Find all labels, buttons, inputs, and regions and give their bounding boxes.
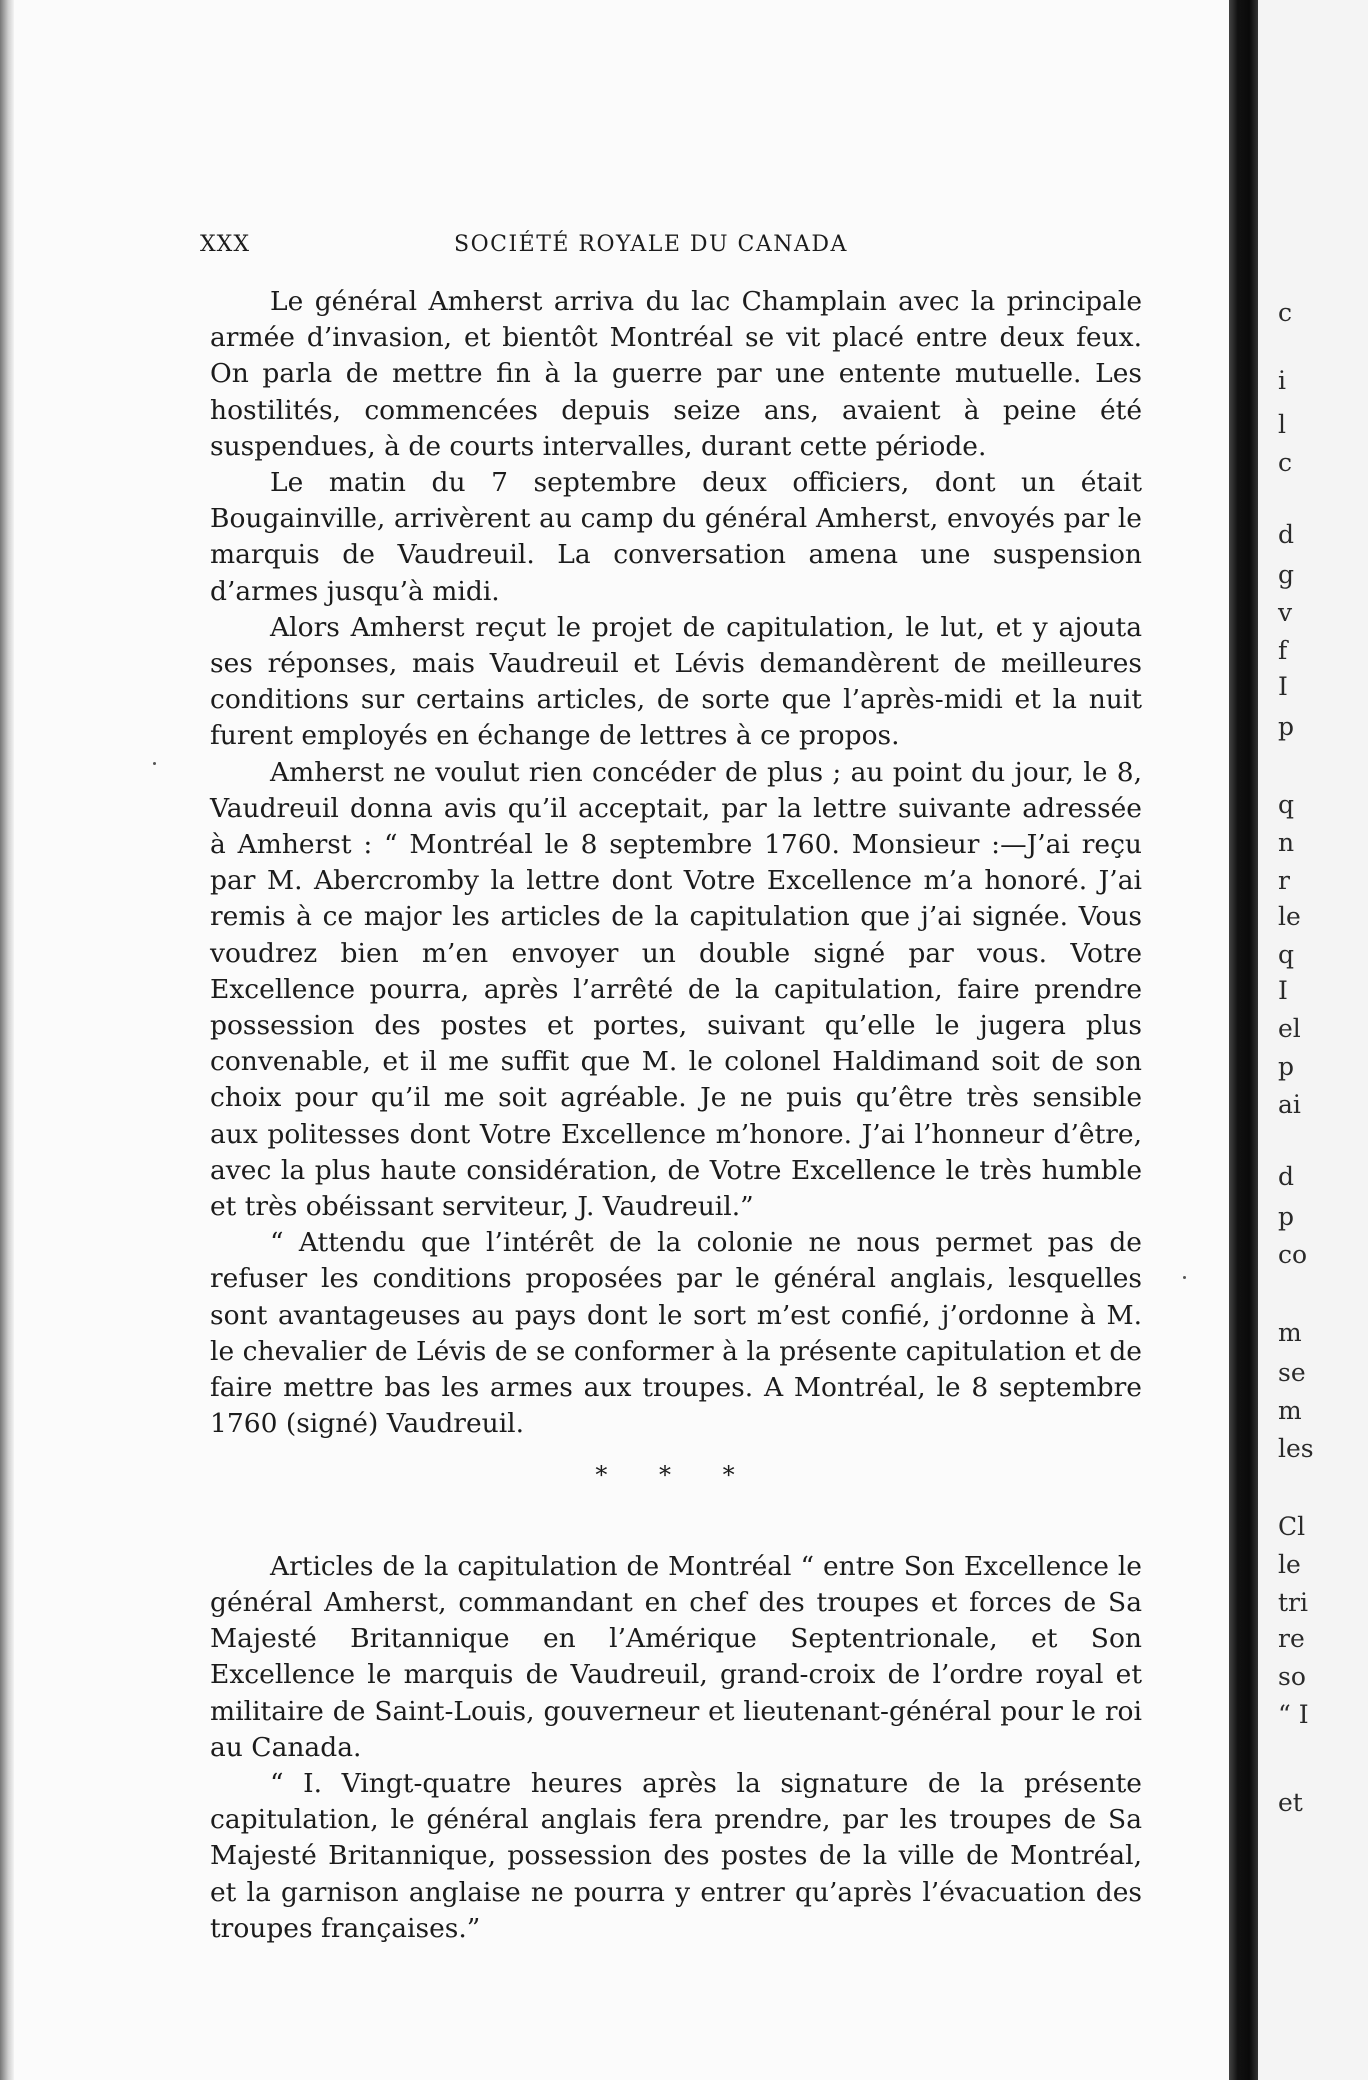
facing-fragment: ai: [1278, 1090, 1301, 1119]
margin-speck: [153, 762, 156, 765]
facing-fragment: d: [1278, 1162, 1295, 1191]
facing-fragment: g: [1278, 560, 1295, 589]
facing-fragment: so: [1278, 1662, 1306, 1691]
facing-fragment: i: [1278, 366, 1286, 395]
facing-fragment: d: [1278, 520, 1295, 549]
body-text: [210, 284, 1142, 1947]
facing-fragment: r: [1278, 866, 1290, 895]
book-gutter: [1229, 0, 1258, 2080]
facing-fragment: v: [1278, 598, 1293, 627]
facing-fragment: m: [1278, 1396, 1302, 1425]
paragraph-vaudreuil-order: “ Attendu que l’intérêt de la colonie ne nous permet pas de refuser les conditions proposées par le général anglais, lesquelles sont avantageuses au pays dont le sort m’est confié, j’ordonne à M. le chevalier de Lévis de se conformer à la présente capitulation et de faire mettre bas les armes aux troupes. A Montréal, le 8 septembre 1760 (signé) Vaudreuil.: [210, 1227, 1142, 1440]
facing-fragment: q: [1278, 790, 1295, 819]
facing-fragment: c: [1278, 448, 1293, 477]
facing-fragment: p: [1278, 1202, 1295, 1231]
facing-fragment: p: [1278, 712, 1295, 741]
facing-fragment: le: [1278, 902, 1301, 931]
facing-page-edge: [1258, 0, 1368, 2080]
facing-fragment: “ I: [1278, 1700, 1309, 1729]
facing-fragment: re: [1278, 1624, 1305, 1653]
facing-fragment: n: [1278, 828, 1295, 857]
page-number: XXX: [200, 232, 250, 257]
facing-fragment: Cl: [1278, 1512, 1306, 1541]
paragraph-september-7: Le matin du 7 septembre deux officiers, dont un était Bougainville, arrivèrent au camp du général Amherst, envoyés par le marquis de Vaudreuil. La conversation amena une suspension d’armes jusqu’à midi.: [210, 467, 1142, 607]
paragraph-amherst-arrival: Le général Amherst arriva du lac Champlain avec la principale armée d’invasion, et bientôt Montréal se vit placé entre deux feux. On parla de mettre fin à la guerre par une entente mutuelle. Les hostilités, commencées depuis seize ans, avaient à peine été suspendues, à de courts intervalles, durant cette période.: [210, 286, 1142, 462]
facing-fragment: p: [1278, 1052, 1295, 1081]
facing-fragment: les: [1278, 1434, 1314, 1463]
facing-fragment: l: [1278, 410, 1286, 439]
facing-fragment: f: [1278, 636, 1288, 665]
paragraph-articles-intro: Articles de la capitulation de Montréal “ entre Son Excellence le général Amherst, commandant en chef des troupes et forces de Sa Majesté Britannique en l’Amérique Septentrionale, et Son Excellence le marquis de Vaudreuil, grand-croix de l’ordre royal et militaire de Saint-Louis, gouverneur et lieutenant-général pour le roi au Canada.: [210, 1550, 1142, 1763]
facing-fragment: I: [1278, 976, 1288, 1005]
section-separator: * * *: [595, 1460, 757, 1489]
running-title: SOCIÉTÉ ROYALE DU CANADA: [454, 232, 848, 257]
running-head: [200, 232, 1150, 266]
paragraph-capitulation-project: Alors Amherst reçut le projet de capitulation, le lut, et y ajouta ses réponses, mais Vaudreuil et Lévis demandèrent de meilleures conditions sur certains articles, de sorte que l’après-midi et la nuit furent employés en échange de lettres à ce propos.: [210, 611, 1142, 752]
facing-fragment: I: [1278, 672, 1288, 701]
facing-fragment: et: [1278, 1788, 1303, 1817]
paragraph-article-one: “ I. Vingt-quatre heures après la signature de la présente capitulation, le général anglais fera prendre, par les troupes de Sa Majesté Britannique, possession des postes de la ville de Montréal, et la garnison anglaise ne pourra y entrer qu’après l’évacuation des troupes françaises.”: [210, 1767, 1142, 1944]
margin-speck: [1183, 1276, 1186, 1279]
paragraph-vaudreuil-letter: Amherst ne voulut rien concéder de plus ; au point du jour, le 8, Vaudreuil donna avis qu’il acceptait, par la lettre suivante adressée à Amherst : “ Montréal le 8 septembre 1760. Monsieur :—J’ai reçu par M. Abercromby la lettre dont Votre Excellence m’a honoré. J’ai remis à ce major les articles de la capitulation que j’ai signée. Vous voudrez bien m’en envoyer un double signé par vous. Votre Excellence pourra, après l’arrêté de la capitulation, faire prendre possession des postes et portes, suivant qu’elle le jugera plus convenable, et il me suffit que M. le colonel Haldimand soit de son choix pour qu’il me soit agréable. Je ne puis qu’être très sensible aux politesses dont Votre Excellence m’honore. J’ai l’honneur d’être, avec la plus haute considération, de Votre Excellence le très humble et très obéissant serviteur, J. Vaudreuil.”: [210, 756, 1142, 1223]
facing-fragment: m: [1278, 1318, 1302, 1347]
facing-fragment: el: [1278, 1014, 1301, 1043]
facing-fragment: se: [1278, 1358, 1306, 1387]
left-page-edge: [0, 0, 14, 2080]
facing-fragment: le: [1278, 1550, 1301, 1579]
facing-fragment: q: [1278, 940, 1295, 969]
facing-fragment: co: [1278, 1240, 1308, 1269]
facing-fragment: tri: [1278, 1588, 1308, 1617]
facing-fragment: c: [1278, 298, 1293, 327]
